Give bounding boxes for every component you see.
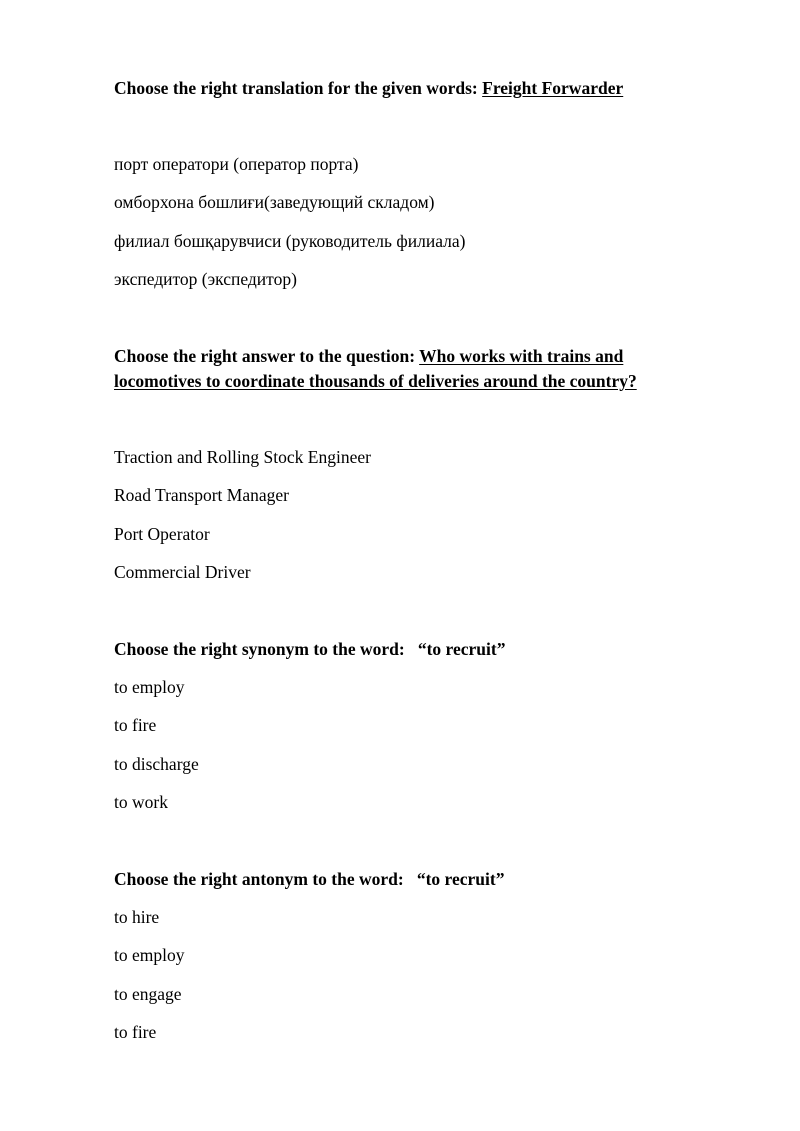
question-4-option-4: to fire	[114, 1022, 157, 1042]
question-3-prompt: Choose the right synonym to the word: “to recruit”	[114, 639, 506, 659]
question-3-option-2: to fire	[114, 715, 157, 735]
question-2-prompt: Choose the right answer to the question:	[114, 346, 420, 366]
question-1-option-3: филиал бошқарувчиси (руководитель филиала)	[114, 231, 466, 251]
question-2	[114, 344, 684, 394]
question-2-option-4: Commercial Driver	[114, 562, 251, 582]
question-4-option-2: to employ	[114, 945, 185, 965]
question-4-option-3: to engage	[114, 984, 182, 1004]
question-3-option-3: to discharge	[114, 754, 199, 774]
question-1-prompt: Choose the right translation for the given words:	[114, 78, 483, 98]
question-1-option-4: экспедитор (экспедитор)	[114, 269, 297, 289]
question-4-prompt: Choose the right antonym to the word: “to recruit”	[114, 869, 505, 889]
question-1-option-2: омборхона бошлиғи(заведующий складом)	[114, 192, 435, 212]
question-2-target: Who works with trains and locomotives to coordinate thousands of deliveries around the country?	[114, 346, 637, 391]
question-3-option-4: to work	[114, 792, 168, 812]
question-1	[114, 76, 694, 101]
question-2-option-3: Port Operator	[114, 524, 210, 544]
question-2-option-2: Road Transport Manager	[114, 485, 289, 505]
question-1-target: Freight Forwarder	[482, 78, 624, 98]
question-1-option-1: порт оператори (оператор порта)	[114, 154, 359, 174]
question-4-option-1: to hire	[114, 907, 160, 927]
question-2-option-1: Traction and Rolling Stock Engineer	[114, 447, 371, 467]
question-3-option-1: to employ	[114, 677, 185, 697]
